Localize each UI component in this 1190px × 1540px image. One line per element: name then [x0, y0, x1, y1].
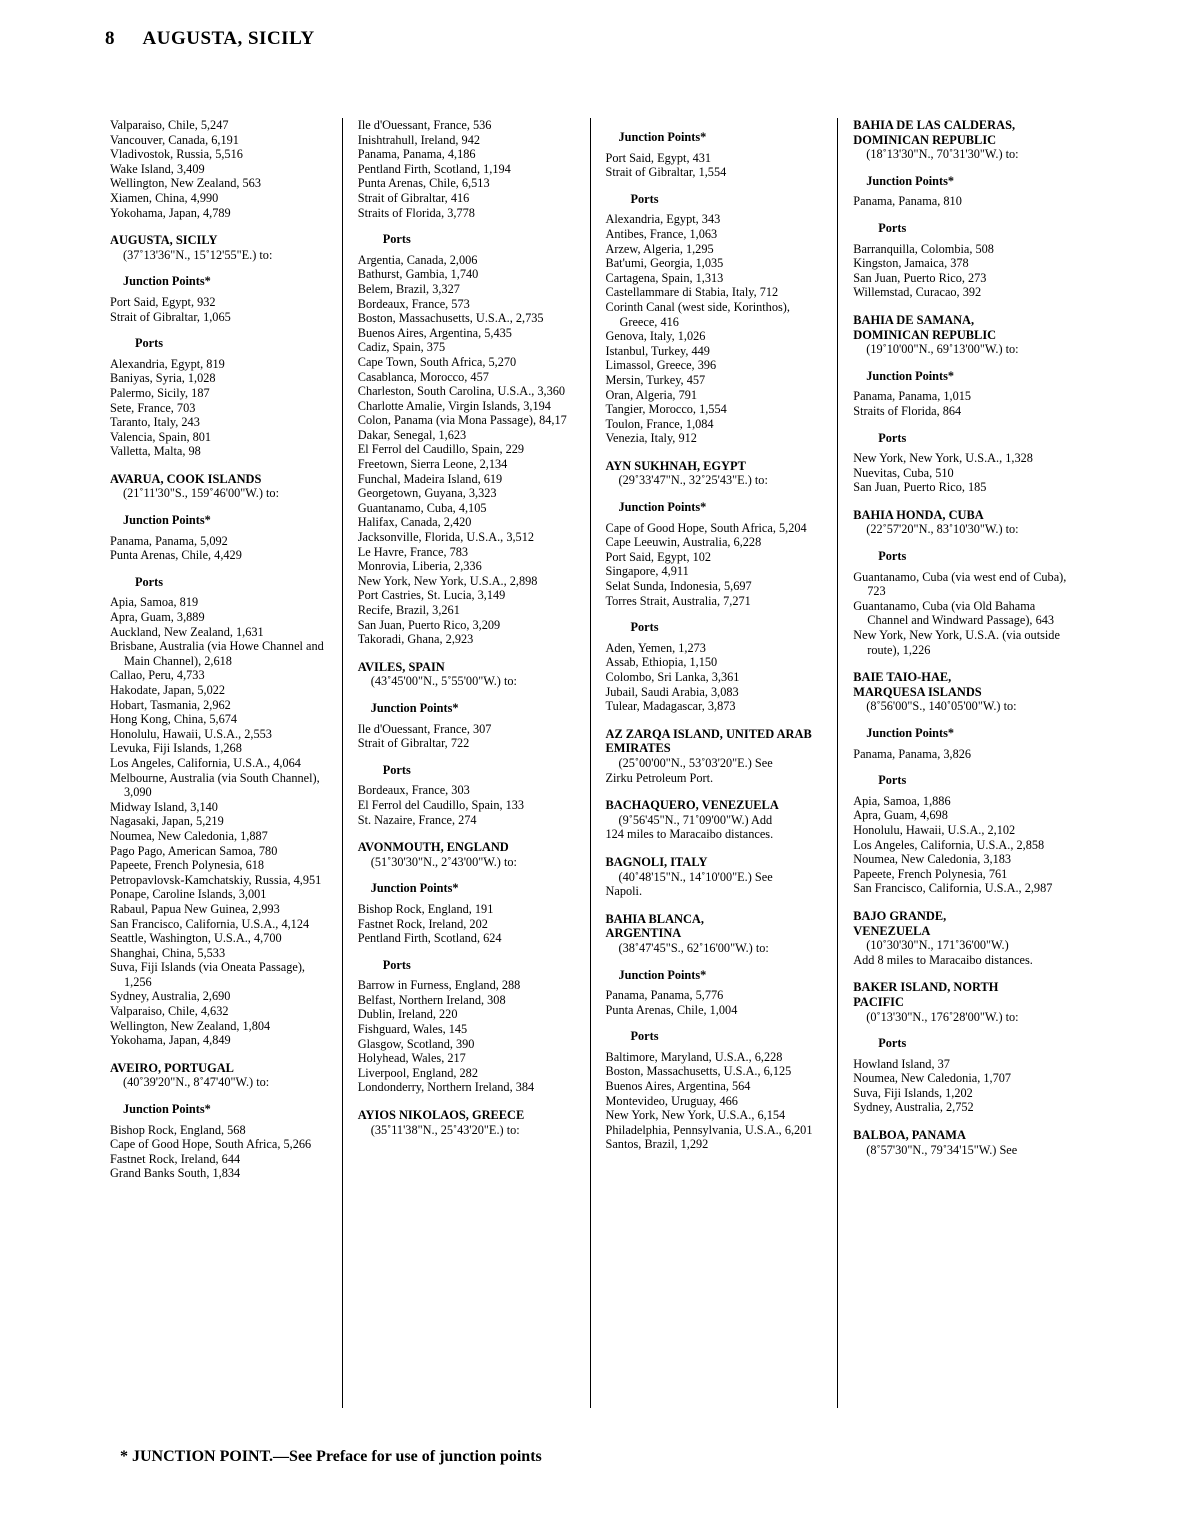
list-item: Yokohama, Japan, 4,789 [110, 205, 231, 220]
list-item: Port Said, Egypt, 932 [110, 294, 216, 309]
list-item: Argentia, Canada, 2,006 [357, 252, 478, 267]
junction-points-heading: Junction Points* [123, 1102, 211, 1117]
list-item: Halifax, Canada, 2,420 [357, 515, 472, 530]
entry-title: AVILES, SPAIN [357, 659, 445, 674]
list-item: Wake Island, 3,409 [110, 161, 205, 176]
ports-list [110, 595, 332, 1047]
list-item: St. Nazaire, France, 274 [357, 812, 477, 827]
list-item: Strait of Gibraltar, 416 [357, 190, 470, 205]
list-item: Bordeaux, France, 573 [357, 296, 470, 311]
entry-note: Zirku Petroleum Port. [605, 770, 714, 785]
list-item: Holyhead, Wales, 217 [357, 1051, 466, 1066]
ports-list [358, 978, 580, 1095]
list-item: Le Havre, France, 783 [357, 544, 469, 559]
list-item: Petropavlovsk-Kamchatskiy, Russia, 4,951 [110, 872, 322, 887]
list-item: Wellington, New Zealand, 1,804 [110, 1018, 271, 1033]
list-item: Fastnet Rock, Ireland, 644 [110, 1151, 241, 1166]
list-item: Ile d'Ouessant, France, 536 [357, 118, 492, 132]
list-item: Noumea, New Caledonia, 3,183 [853, 852, 1012, 867]
text-column [342, 118, 590, 1408]
list-item: Honolulu, Hawaii, U.S.A., 2,102 [853, 822, 1016, 837]
list-item: Los Angeles, California, U.S.A., 4,064 [110, 755, 301, 770]
list-item: New York, New York, U.S.A., 1,328 [853, 451, 1033, 466]
list-item: Mersin, Turkey, 457 [605, 372, 706, 387]
list-item: Straits of Florida, 3,778 [357, 205, 475, 220]
entry-title: BAHIA BLANCA, ARGENTINA [605, 911, 704, 941]
continued-port-list [358, 118, 580, 220]
list-item: Colombo, Sri Lanka, 3,361 [605, 670, 740, 684]
entry-title: AZ ZARQA ISLAND, UNITED ARAB EMIRATES [605, 726, 812, 756]
ports-list [606, 1050, 828, 1152]
list-item: Auckland, New Zealand, 1,631 [110, 624, 264, 639]
ports-heading: Ports [135, 336, 163, 351]
list-item: Pago Pago, American Samoa, 780 [110, 843, 278, 858]
list-item: El Ferrol del Caudillo, Spain, 133 [357, 797, 525, 812]
list-item: Panama, Panama, 4,186 [357, 147, 476, 162]
list-item: Hakodate, Japan, 5,022 [110, 683, 226, 697]
list-item: Melbourne, Australia (via South Channel), 3,090 [110, 770, 320, 800]
list-item: Papeete, French Polynesia, 618 [110, 858, 265, 873]
junction-points-list [358, 722, 580, 751]
list-item: Dublin, Ireland, 220 [357, 1007, 458, 1022]
list-item: Seattle, Washington, U.S.A., 4,700 [110, 931, 282, 946]
list-item: Wellington, New Zealand, 563 [110, 176, 261, 191]
list-item: San Francisco, California, U.S.A., 4,124 [110, 916, 310, 931]
list-item: Belem, Brazil, 3,327 [357, 281, 460, 296]
ports-heading: Ports [878, 549, 907, 564]
list-item: Baltimore, Maryland, U.S.A., 6,228 [605, 1049, 783, 1064]
ports-heading: Ports [630, 1029, 659, 1044]
list-item: Punta Arenas, Chile, 6,513 [357, 176, 490, 191]
list-item: Boston, Massachusetts, U.S.A., 6,125 [605, 1064, 792, 1079]
list-item: Valencia, Spain, 801 [110, 429, 212, 444]
entry-coordinates: (29˚33'47"N., 32˚25'43"E.) to: [618, 473, 768, 488]
list-item: Xiamen, China, 4,990 [110, 190, 219, 205]
entry-coordinates: (25˚00'00"N., 53˚03'20"E.) See [618, 755, 773, 770]
column-container [110, 118, 1085, 1408]
list-item: Vladivostok, Russia, 5,516 [110, 147, 243, 162]
ports-heading: Ports [630, 191, 659, 206]
list-item: Liverpool, England, 282 [357, 1065, 478, 1080]
list-item: Fishguard, Wales, 145 [357, 1022, 468, 1037]
list-item: Barranquilla, Colombia, 508 [853, 241, 994, 256]
list-item: Panama, Panama, 1,015 [853, 389, 972, 404]
ports-heading: Ports [382, 232, 411, 247]
list-item: Suva, Fiji Islands (via Oneata Passage), 1,256 [110, 960, 306, 989]
list-item: Noumea, New Caledonia, 1,887 [110, 828, 268, 843]
list-item: San Francisco, California, U.S.A., 2,987 [853, 881, 1053, 896]
list-item: Philadelphia, Pennsylvania, U.S.A., 6,201 [605, 1122, 813, 1137]
entry-coordinates: (9˚56'45"N., 71˚09'00"W.) Add [618, 812, 773, 827]
entry-coordinates: (10˚30'30"N., 171˚36'00"W.) [866, 938, 1009, 953]
list-item: Nuevitas, Cuba, 510 [853, 465, 954, 480]
list-item: Guantanamo, Cuba (via west end of Cuba), 723 [853, 569, 1067, 599]
list-item: Sydney, Australia, 2,690 [110, 989, 231, 1004]
entry-coordinates: (18˚13'30"N., 70˚31'30"W.) to: [866, 147, 1019, 162]
list-item: Takoradi, Ghana, 2,923 [357, 632, 474, 647]
entry-title: BAHIA DE LAS CALDERAS, DOMINICAN REPUBLIC [853, 118, 1016, 147]
list-item: Port Said, Egypt, 431 [605, 150, 712, 165]
list-item: Cape Town, South Africa, 5,270 [357, 354, 517, 369]
junction-points-heading: Junction Points* [618, 500, 707, 515]
list-item: Bat'umi, Georgia, 1,035 [605, 256, 724, 271]
list-item: Guantanamo, Cuba (via Old Bahama Channel and Windward Passage), 643 [853, 598, 1055, 628]
text-column [590, 118, 838, 1408]
list-item: Freetown, Sierra Leone, 2,134 [357, 457, 508, 472]
list-item: Inishtrahull, Ireland, 942 [357, 132, 481, 147]
junction-points-list [853, 389, 1075, 418]
list-item: Barrow in Furness, England, 288 [357, 978, 521, 993]
entry-title: BALBOA, PANAMA [853, 1128, 966, 1143]
entry-coordinates: (8˚56'00"S., 140˚05'00"W.) to: [866, 699, 1017, 714]
list-item: Punta Arenas, Chile, 1,004 [605, 1002, 738, 1017]
junction-points-list [358, 902, 580, 946]
junction-points-list [606, 151, 828, 180]
page-number: 8 [105, 28, 115, 49]
list-item: Arzew, Algeria, 1,295 [605, 241, 714, 256]
list-item: Buenos Aires, Argentina, 5,435 [357, 325, 512, 340]
list-item: Tulear, Madagascar, 3,873 [605, 699, 736, 714]
list-item: Valletta, Malta, 98 [110, 444, 201, 459]
list-item: Los Angeles, California, U.S.A., 2,858 [853, 837, 1045, 852]
list-item: Sydney, Australia, 2,752 [853, 1100, 974, 1115]
ports-heading: Ports [878, 773, 907, 788]
entry-coordinates: (21˚11'30"S., 159˚46'00"W.) to: [123, 486, 279, 501]
list-item: Alexandria, Egypt, 819 [110, 356, 225, 371]
list-item: Honolulu, Hawaii, U.S.A., 2,553 [110, 726, 272, 741]
list-item: Selat Sunda, Indonesia, 5,697 [605, 579, 752, 594]
list-item: Rabaul, Papua New Guinea, 2,993 [110, 901, 280, 916]
entry-note: Napoli. [605, 884, 643, 899]
junction-points-list [853, 194, 1075, 209]
entry-coordinates: (40˚39'20"N., 8˚47'40"W.) to: [123, 1075, 270, 1090]
list-item: Genova, Italy, 1,026 [605, 329, 706, 344]
list-item: Bathurst, Gambia, 1,740 [357, 267, 479, 282]
entry-title: BAIE TAIO-HAE, MARQUESA ISLANDS [853, 670, 982, 699]
page-header [105, 28, 315, 50]
list-item: Strait of Gibraltar, 1,554 [605, 165, 727, 180]
entry-title: BACHAQUERO, VENEZUELA [605, 798, 779, 813]
list-item: Palermo, Sicily, 187 [110, 385, 210, 400]
list-item: Bishop Rock, England, 191 [357, 901, 494, 916]
ports-list [853, 570, 1075, 658]
running-title: AUGUSTA, SICILY [142, 28, 315, 49]
list-item: Apra, Guam, 4,698 [853, 808, 948, 823]
list-item: Suva, Fiji Islands, 1,202 [853, 1085, 973, 1100]
entry-coordinates: (35˚11'38"N., 25˚43'20"E.) to: [370, 1122, 520, 1137]
junction-points-heading: Junction Points* [123, 274, 211, 289]
list-item: Willemstad, Curacao, 392 [853, 285, 982, 300]
list-item: Jacksonville, Florida, U.S.A., 3,512 [357, 530, 534, 545]
entry-title: BAHIA HONDA, CUBA [853, 507, 984, 522]
list-item: Castellammare di Stabia, Italy, 712 [605, 285, 779, 300]
list-item: Monrovia, Liberia, 2,336 [357, 559, 482, 574]
list-item: Alexandria, Egypt, 343 [605, 212, 721, 227]
entry-title: AVONMOUTH, ENGLAND [357, 840, 509, 855]
ports-list [853, 451, 1075, 495]
list-item: San Juan, Puerto Rico, 185 [853, 480, 987, 495]
list-item: Papeete, French Polynesia, 761 [853, 866, 1008, 881]
text-column [110, 118, 342, 1408]
list-item: Assab, Ethiopia, 1,150 [605, 655, 718, 670]
list-item: Corinth Canal (west side, Korinthos), Greece, 416 [605, 299, 790, 329]
entry-coordinates: (22˚57'20"N., 83˚10'30"W.) to: [866, 522, 1019, 537]
list-item: Punta Arenas, Chile, 4,429 [110, 548, 242, 563]
continued-port-list [110, 118, 332, 220]
list-item: San Juan, Puerto Rico, 3,209 [357, 617, 501, 632]
list-item: Charleston, South Carolina, U.S.A., 3,360 [357, 384, 566, 399]
junction-points-list [606, 521, 828, 609]
list-item: Panama, Panama, 5,092 [110, 533, 228, 548]
ports-heading: Ports [878, 220, 907, 235]
list-item: Cape of Good Hope, South Africa, 5,266 [110, 1137, 312, 1152]
list-item: El Ferrol del Caudillo, Spain, 229 [357, 442, 525, 457]
list-item: Bishop Rock, England, 568 [110, 1122, 246, 1137]
list-item: Cape of Good Hope, South Africa, 5,204 [605, 520, 807, 535]
list-item: Taranto, Italy, 243 [110, 415, 200, 430]
ports-list [110, 357, 332, 459]
list-item: Glasgow, Scotland, 390 [357, 1036, 475, 1051]
list-item: Brisbane, Australia (via Howe Channel and Main Channel), 2,618 [110, 639, 324, 668]
entry-coordinates: (40˚48'15"N., 14˚10'00"E.) See [618, 869, 773, 884]
entry-title: BAJO GRANDE, VENEZUELA [853, 908, 947, 938]
list-item: Casablanca, Morocco, 457 [357, 369, 489, 384]
list-item: Londonderry, Northern Ireland, 384 [357, 1080, 535, 1095]
list-item: Straits of Florida, 864 [853, 403, 962, 418]
junction-points-heading: Junction Points* [123, 513, 211, 528]
list-item: Aden, Yemen, 1,273 [605, 640, 706, 655]
list-item: Hobart, Tasmania, 2,962 [110, 697, 231, 712]
list-item: Boston, Massachusetts, U.S.A., 2,735 [357, 311, 544, 326]
entry-title: AYN SUKHNAH, EGYPT [605, 458, 746, 473]
list-item: Funchal, Madeira Island, 619 [357, 471, 503, 486]
entry-title: AYIOS NIKOLAOS, GREECE [357, 1108, 525, 1123]
junction-points-heading: Junction Points* [618, 130, 707, 144]
list-item: Apia, Samoa, 819 [110, 595, 199, 610]
entry-title: AVEIRO, PORTUGAL [110, 1060, 234, 1075]
list-item: Cartagena, Spain, 1,313 [605, 270, 724, 285]
junction-points-heading: Junction Points* [618, 967, 707, 982]
list-item: Limassol, Greece, 396 [605, 358, 717, 373]
list-item: Nagasaki, Japan, 5,219 [110, 814, 224, 829]
list-item: Bordeaux, France, 303 [357, 783, 470, 798]
list-item: Tangier, Morocco, 1,554 [605, 402, 727, 417]
ports-list [853, 1057, 1075, 1115]
list-item: Guantanamo, Cuba, 4,105 [357, 500, 487, 515]
list-item: Vancouver, Canada, 6,191 [110, 132, 239, 147]
entry-coordinates: (38˚47'45"S., 62˚16'00"W.) to: [618, 940, 769, 955]
list-item: Ponape, Caroline Islands, 3,001 [110, 887, 267, 902]
junction-points-list [110, 1123, 332, 1181]
entry-title: AVARUA, COOK ISLANDS [110, 471, 262, 486]
list-item: Cadiz, Spain, 375 [357, 340, 446, 355]
list-item: Baniyas, Syria, 1,028 [110, 371, 216, 386]
list-item: Kingston, Jamaica, 378 [853, 256, 969, 271]
entry-title: BAHIA DE SAMANA, DOMINICAN REPUBLIC [853, 312, 997, 342]
junction-points-heading: Junction Points* [866, 726, 955, 740]
entry-title: BAKER ISLAND, NORTH PACIFIC [853, 980, 999, 1009]
ports-heading: Ports [878, 430, 907, 445]
junction-points-heading: Junction Points* [370, 700, 459, 715]
list-item: Panama, Panama, 3,826 [853, 746, 972, 761]
entry-note: Add 8 miles to Maracaibo distances. [853, 952, 1033, 967]
list-item: Shanghai, China, 5,533 [110, 945, 226, 960]
list-item: Ile d'Ouessant, France, 307 [357, 721, 492, 736]
ports-list [853, 794, 1075, 896]
list-item: Midway Island, 3,140 [110, 799, 218, 814]
list-item: Valparaiso, Chile, 5,247 [110, 118, 229, 132]
junction-points-heading: Junction Points* [370, 881, 459, 896]
entry-coordinates: (43˚45'00"N., 5˚55'00"W.) to: [370, 674, 517, 689]
list-item: Yokohama, Japan, 4,849 [110, 1033, 231, 1048]
list-item: Apia, Samoa, 1,886 [853, 793, 951, 808]
list-item: Apra, Guam, 3,889 [110, 610, 205, 625]
junction-points-list [853, 747, 1075, 762]
list-item: Recife, Brazil, 3,261 [357, 603, 460, 617]
text-column [837, 118, 1085, 1408]
entry-coordinates: (0˚13'30"N., 176˚28'00"W.) to: [866, 1009, 1019, 1024]
list-item: Hong Kong, China, 5,674 [110, 712, 238, 727]
list-item: New York, New York, U.S.A. (via outside route), 1,226 [853, 628, 1060, 657]
entry-title: AUGUSTA, SICILY [110, 233, 218, 248]
list-item: Valparaiso, Chile, 4,632 [110, 1004, 229, 1019]
ports-list [606, 212, 828, 446]
list-item: Buenos Aires, Argentina, 564 [605, 1079, 751, 1094]
entry-coordinates: (19˚10'00"N., 69˚13'00"W.) to: [866, 342, 1019, 357]
ports-heading: Ports [630, 620, 659, 635]
junction-points-list [110, 534, 332, 563]
junction-points-heading: Junction Points* [866, 368, 955, 383]
list-item: Colon, Panama (via Mona Passage), 84,17 [357, 413, 567, 428]
list-item: Toulon, France, 1,084 [605, 416, 714, 431]
entry-coordinates: (8˚57'30"N., 79˚34'15"W.) See [866, 1142, 1018, 1157]
junction-points-list [110, 295, 332, 324]
list-item: Oran, Algeria, 791 [605, 387, 698, 402]
list-item: Callao, Peru, 4,733 [110, 668, 205, 683]
list-item: Cape Leeuwin, Australia, 6,228 [605, 535, 762, 550]
list-item: Antibes, France, 1,063 [605, 226, 718, 241]
entry-coordinates: (37˚13'36"N., 15˚12'55"E.) to: [123, 247, 273, 262]
ports-list [853, 242, 1075, 300]
ports-heading: Ports [135, 574, 163, 589]
list-item: Strait of Gibraltar, 722 [357, 736, 470, 751]
list-item: San Juan, Puerto Rico, 273 [853, 270, 987, 285]
ports-list [358, 253, 580, 647]
ports-list [358, 783, 580, 827]
ports-heading: Ports [878, 1036, 907, 1051]
list-item: Grand Banks South, 1,834 [110, 1166, 241, 1181]
list-item: Santos, Brazil, 1,292 [605, 1137, 709, 1152]
list-item: Dakar, Senegal, 1,623 [357, 427, 467, 442]
entry-coordinates: (51˚30'30"N., 2˚43'00"W.) to: [370, 854, 517, 869]
list-item: Levuka, Fiji Islands, 1,268 [110, 741, 242, 756]
list-item: Fastnet Rock, Ireland, 202 [357, 916, 488, 931]
list-item: Port Castries, St. Lucia, 3,149 [357, 588, 506, 603]
list-item: Singapore, 4,911 [605, 564, 689, 579]
list-item: New York, New York, U.S.A., 2,898 [357, 573, 538, 588]
list-item: Belfast, Northern Ireland, 308 [357, 992, 506, 1007]
ports-list [606, 641, 828, 714]
junction-points-heading: Junction Points* [866, 173, 955, 188]
list-item: Panama, Panama, 810 [853, 194, 962, 209]
ports-heading: Ports [382, 762, 411, 777]
list-item: Noumea, New Caledonia, 1,707 [853, 1071, 1012, 1086]
list-item: Port Said, Egypt, 102 [605, 549, 712, 564]
list-item: Charlotte Amalie, Virgin Islands, 3,194 [357, 398, 551, 413]
junction-points-list [606, 988, 828, 1017]
list-item: Montevideo, Uruguay, 466 [605, 1093, 738, 1108]
list-item: Howland Island, 37 [853, 1056, 950, 1071]
footer-note: * JUNCTION POINT.—See Preface for use of junction points [120, 1448, 542, 1465]
list-item: Torres Strait, Australia, 7,271 [605, 593, 751, 608]
list-item: Pentland Firth, Scotland, 1,194 [357, 161, 511, 176]
entry-title: BAGNOLI, ITALY [605, 854, 708, 869]
list-item: Istanbul, Turkey, 449 [605, 343, 710, 358]
list-item: New York, New York, U.S.A., 6,154 [605, 1108, 786, 1123]
list-item: Pentland Firth, Scotland, 624 [357, 931, 502, 946]
list-item: Jubail, Saudi Arabia, 3,083 [605, 684, 739, 699]
entry-note: 124 miles to Maracaibo distances. [605, 827, 774, 842]
list-item: Strait of Gibraltar, 1,065 [110, 309, 231, 324]
ports-heading: Ports [382, 957, 411, 972]
list-item: Venezia, Italy, 912 [605, 431, 697, 446]
list-item: Sete, France, 703 [110, 400, 196, 415]
list-item: Georgetown, Guyana, 3,323 [357, 486, 497, 501]
list-item: Panama, Panama, 5,776 [605, 988, 724, 1003]
